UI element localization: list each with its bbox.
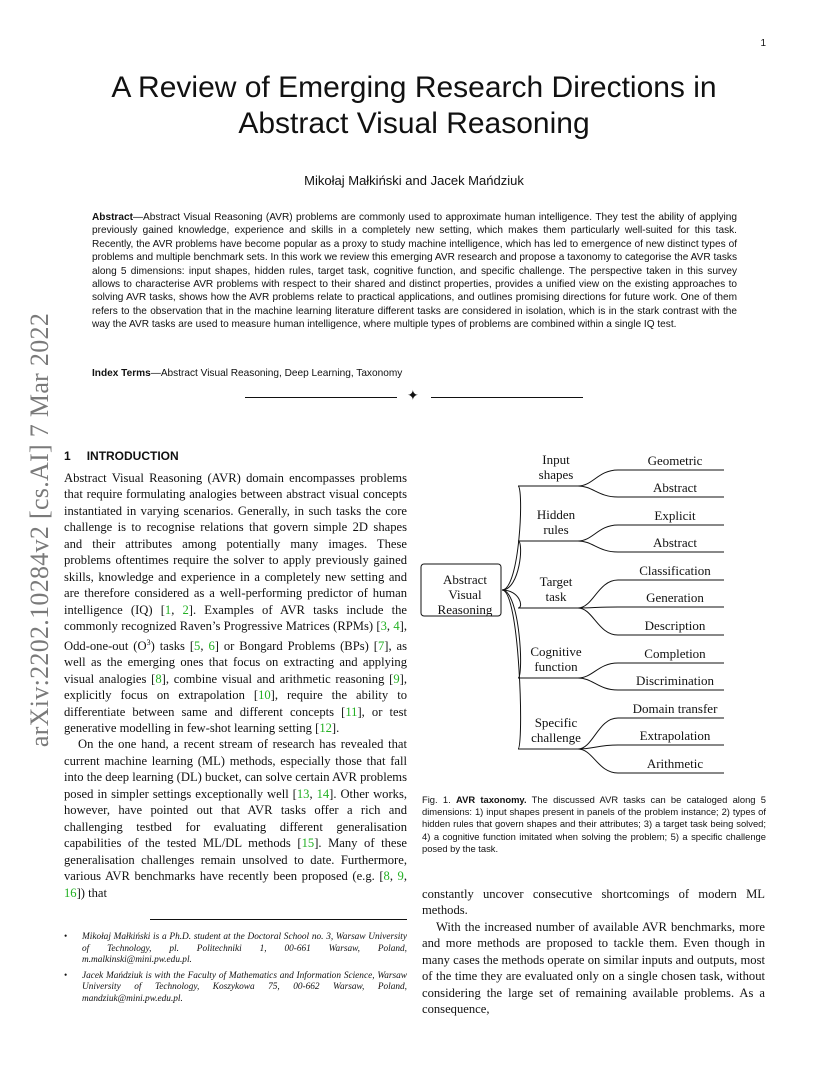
paragraph-text: , [389, 869, 398, 884]
paragraph-text: ]. [331, 720, 340, 735]
paragraph-text: , [171, 602, 183, 617]
branch-leaf-edge [578, 607, 618, 608]
footnote-1 [64, 932, 407, 967]
citation-link[interactable]: 11 [345, 704, 358, 719]
leaf-label: Domain transfer [632, 701, 718, 716]
footnote-bullet: • [64, 932, 68, 942]
branch-leaf-edge [578, 580, 618, 608]
paragraph-text: ]. Many of these generalisation challenges remain unsolved to date. Furthermore, various AVR benchmarks have recently been proposed (e.g. [ [64, 836, 407, 884]
root-branch-edge [502, 590, 521, 678]
leaf-label: Discrimination [636, 673, 714, 688]
paragraph-text: ], Odd-one-out (O [64, 619, 407, 653]
paper-authors: Mikołaj Małkiński and Jacek Mańdziuk [304, 173, 524, 188]
root-node-label: Visual [448, 587, 482, 602]
section-number: 1 [64, 449, 71, 463]
leaf-label: Geometric [647, 453, 703, 468]
citation-link[interactable]: 12 [319, 720, 332, 735]
root-node-label: Reasoning [437, 602, 493, 617]
citation-link[interactable]: 3 [380, 619, 387, 634]
taxonomy-diagram [420, 448, 770, 780]
footnote-text: Jacek Mańdziuk is with the Faculty of Mathematics and Information Science, Warsaw University of Technology, Koszykowa 75, 00-662 Warsaw, Poland, mandziuk@mini.pw.edu.pl. [82, 970, 407, 1004]
paragraph-text: On the one hand, a recent stream of research has revealed that current machine learning (ML) methods, especially those that fall into the deep learning (DL) bucket, can solve certain AVR problems posed in simpler settings exceptionally well [ [64, 737, 407, 801]
citation-link[interactable]: 16 [64, 885, 77, 900]
intro-paragraph-1 [64, 470, 407, 736]
abstract-text: —Abstract Visual Reasoning (AVR) problems are commonly used to approximate human intelligence. They test the ability of applying previously gained knowledge, experience and skills in a completely new setting, which makes them particularly well-suited for this task. Recently, the AVR problems have become popular as a proxy to study machine intelligence, which has led to emergence of new distinct types of problems and multiple benchmark sets. In this work we review this emerging AVR research and propose a taxonomy to categorise the AVR tasks along 5 dimensions: input shapes, hidden rules, target task, cognitive function, and specific challenge. The perspective taken in this survey allows to characterise AVR problems with respect to their shared and distinct properties, provides a unified view on the existing approaches to solving AVR tasks, shows how the AVR problems relate to practical applications, and outlines promising directions for future work. One of them refers to the observation that in the machine learning literature different tasks are considered in isolation, which is in the stark contrast with the way the AVR tasks are used to measure human intelligence, where multiple types of problems are combined within a single IQ test. [92, 212, 737, 331]
divider-line-left [245, 397, 397, 398]
left-column-body [64, 470, 407, 901]
paragraph-text: ] or Bongard Problems (BPs) [ [214, 638, 378, 653]
abstract [92, 211, 737, 332]
branch-leaf-edge [578, 525, 618, 541]
leaf-label: Classification [639, 563, 711, 578]
paragraph-text: ) tasks [ [150, 638, 195, 653]
footnote-rule [150, 919, 407, 920]
paragraph-text: , [309, 786, 317, 801]
section-heading [64, 449, 179, 463]
leaf-label: Explicit [654, 508, 696, 523]
leaf-label: Description [644, 618, 706, 633]
leaf-label: Abstract [652, 535, 698, 550]
caption-bold: AVR taxonomy. [456, 794, 527, 805]
paragraph-text: , [403, 869, 407, 884]
paragraph-text: Abstract Visual Reasoning (AVR) domain encompasses problems that require formulating analogies between abstract visual concepts instantiated in varying scenarios. Generally, in such tasks the core challenge is to recognise relations that govern simple 2D shapes and their attributes among potentially many images. These problems oftentimes require the solver to apply previously gained skills, knowledge and experience in a completely new setting and are therefore considered as a well-performing predictor of human intelligence (IQ) [ [64, 471, 407, 617]
taxonomy-figure [420, 448, 770, 780]
branch-leaf-edge [578, 718, 618, 749]
branch-leaf-edge [578, 541, 618, 552]
citation-link[interactable]: 4 [393, 619, 400, 634]
branch-label: shapes [538, 467, 574, 482]
citation-link[interactable]: 7 [377, 638, 385, 653]
branch-leaf-edge [578, 486, 618, 497]
citation-link[interactable]: 6 [208, 638, 215, 653]
index-terms-text: —Abstract Visual Reasoning, Deep Learning, Taxonomy [150, 368, 403, 379]
citation-link[interactable]: 8 [383, 869, 390, 884]
paragraph-text: ], combine visual and arithmetic reasoning [ [161, 671, 394, 686]
abstract-label: Abstract [92, 212, 133, 223]
citation-link[interactable]: 10 [258, 688, 271, 703]
caption-text: The discussed AVR tasks can be cataloged along 5 dimensions: 1) input shapes present in panels of the problem instance; 2) types of hidden rules that govern shapes and their attributes; 3) a target task being solved; 4) a cognitive function imitated when solving the problem; 5) a specific challenge posed by the task. [422, 794, 766, 854]
branch-label: function [534, 659, 578, 674]
figure-caption [422, 794, 766, 855]
footnote-text: Mikołaj Małkiński is a Ph.D. student at the Doctoral School no. 3, Warsaw University of Technology, pl. Politechniki 1, 00-661 Warsaw, Poland, m.malkinski@mini.pw.edu.pl. [82, 932, 407, 966]
branch-label: challenge [531, 730, 581, 745]
col2-paragraph-1: constantly uncover consecutive shortcomings of modern ML methods. [422, 887, 765, 918]
citation-link[interactable]: 1 [164, 602, 172, 617]
branch-label: Specific [534, 715, 578, 730]
arxiv-sidebar-stamp [10, 295, 70, 765]
paragraph-text: ], explicitly focus on extrapolation [ [64, 671, 407, 703]
section-title: INTRODUCTION [86, 449, 179, 463]
paragraph-text: ], or test generative modelling in few-shot learning setting [ [64, 704, 407, 735]
branch-label: task [545, 589, 567, 604]
superscript: 3 [146, 637, 151, 647]
page-number: 1 [760, 38, 766, 49]
branch-leaf-edge [578, 749, 618, 773]
citation-link[interactable]: 8 [155, 671, 162, 686]
root-branch-edge [502, 486, 521, 590]
paragraph-text: ]) that [76, 885, 108, 900]
paragraph-text: ]. Other works, however, have pointed out that AVR tasks offer a rich and challenging testbed for evaluating different generalisation capabilities of the tested ML/DL methods [ [64, 786, 408, 851]
intro-paragraph-2 [64, 736, 407, 901]
citation-link[interactable]: 2 [182, 602, 189, 617]
citation-link[interactable]: 9 [393, 671, 400, 686]
branch-label: Hidden [536, 507, 576, 522]
branch-label: Cognitive [530, 644, 582, 659]
paper-title: A Review of Emerging Research Directions in Abstract Visual Reasoning [111, 71, 717, 140]
right-column-body [422, 886, 765, 1018]
leaf-label: Generation [646, 590, 704, 605]
paragraph-text: ], require the ability to differentiate between same and different concepts [ [64, 688, 407, 719]
paragraph-text: , [386, 619, 394, 634]
citation-link[interactable]: 14 [316, 786, 330, 801]
index-terms [92, 368, 737, 379]
paragraph-text: ], as well as the emerging ones that focus on extracting and applying visual analogies [ [64, 638, 408, 686]
root-branch-edge [502, 590, 521, 749]
branch-leaf-edge [578, 470, 618, 486]
section-divider [245, 389, 583, 404]
branch-leaf-edge [578, 663, 618, 678]
index-terms-label: Index Terms [92, 368, 151, 379]
caption-prefix: Fig. 1. [422, 794, 456, 805]
divider-star-icon: ✦ [407, 389, 419, 404]
citation-link[interactable]: 15 [301, 836, 315, 851]
arxiv-identifier: arXiv:2202.10284v2 [cs.AI] 7 Mar 2022 [25, 312, 54, 748]
citation-link[interactable]: 5 [194, 638, 201, 653]
paragraph-text: , [200, 638, 209, 653]
col2-paragraph-2: With the increased number of available AVR benchmarks, more and more methods are proposed to tackle them. Even though in many cases the methods operate on similar inputs and outputs, most of the time they are evaluated only on a single chosen task, without considering the large set of remaining available problems. As a consequence, [422, 919, 765, 1017]
leaf-label: Arithmetic [646, 756, 704, 771]
footnote-bullet: • [64, 970, 68, 981]
leaf-label: Abstract [652, 480, 698, 495]
divider-line-right [431, 397, 583, 398]
leaf-label: Completion [644, 646, 706, 661]
citation-link[interactable]: 13 [296, 786, 310, 801]
citation-link[interactable]: 9 [397, 869, 404, 884]
root-node-label: Abstract [442, 572, 488, 587]
footnotes [64, 932, 407, 1010]
branch-leaf-edge [578, 608, 618, 635]
branch-label: Target [539, 574, 573, 589]
leaf-label: Extrapolation [639, 728, 711, 743]
paragraph-text: ]. Examples of AVR tasks include the commonly recognized Raven’s Progressive Matrices (RPMs) [ [64, 602, 408, 634]
branch-label: rules [543, 522, 569, 537]
branch-leaf-edge [578, 678, 618, 690]
branch-label: Input [542, 452, 570, 467]
footnote-2 [64, 971, 407, 1006]
